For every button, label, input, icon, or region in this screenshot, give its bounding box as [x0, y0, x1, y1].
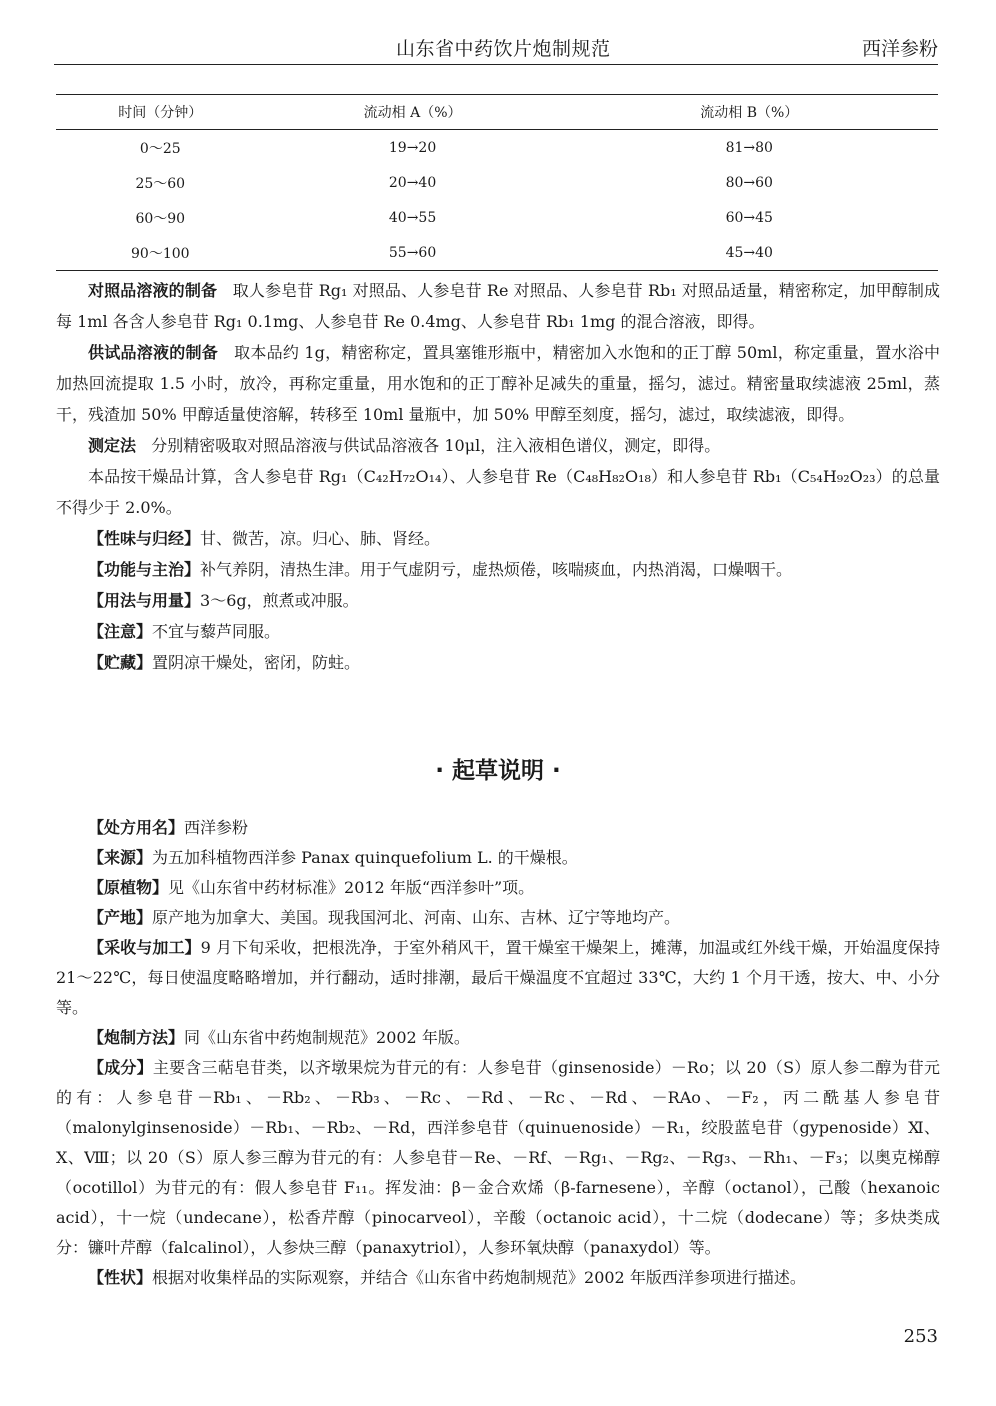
paragraph-text: 置阴凉干燥处，密闭，防蛀。 [152, 653, 361, 672]
paragraph-text: 主要含三萜皂苷类，以齐墩果烷为苷元的有：人参皂苷（ginsenoside）－Ro；以 20（S）原人参二醇为苷元的有：人参皂苷－Rb₁、－Rb₂、－Rb₃、－Rc、－Rd、－Rc、－Rd、－RAo、－F₂，丙二酰基人参皂苷（malonylginsenoside）－Rb₁、－Rb₂、－Rd，西洋参皂苷（quinuenoside）－R₁，绞股蓝皂苷（gypenoside）Ⅺ、Ⅹ、Ⅷ；以 20（S）原人参三醇为苷元的有：人参皂苷－Re、－Rf、－Rg₁、－Rg₂、－Rg₃、－Rh₁、－F₃；以奥克梯醇（ocotillol）为苷元的有：假人参皂苷 F₁₁。挥发油：β－金合欢烯（β-farnesene），辛醇（octanol），己酸（hexanoic acid），十一烷（undecane），松香芹醇（pinocarveol），辛酸（octanoic acid），十二烷（dodecane）等；多炔类成分：镰叶芹醇（falcalinol），人参炔三醇（panaxytriol），人参环氧炔醇（panaxydol）等。 [56, 1058, 940, 1257]
paragraph-text: 9 月下旬采收，把根洗净，于室外稍风干，置干燥室干燥架上，摊薄，加温或红外线干燥，开始温度保持 21～22℃，每日使温度略略增加，并行翻动，适时排潮，最后干燥温度不宜超过 33℃，大约 1 个月干透，按大、中、小分等。 [56, 938, 940, 1017]
table-cell: 80→60 [725, 174, 773, 191]
table-cell: 20→40 [388, 174, 437, 191]
content-paragraph: 本品按干燥品计算，含人参皂苷 Rg₁（C₄₂H₇₂O₁₄）、人参皂苷 Re（C₄₈H₈₂O₁₈）和人参皂苷 Rb₁（C₅₄H₉₂O₂₃）的总量不得少于 2.0%。 [56, 467, 940, 517]
paragraph-label: 【采收与加工】 [88, 938, 201, 957]
table-header-cell: 时间（分钟） [56, 95, 265, 130]
function-paragraph [56, 554, 940, 585]
paragraph-label: 【处方用名】 [88, 818, 185, 837]
table-cell: 81→80 [725, 139, 773, 156]
caution-paragraph [56, 616, 940, 647]
taste-paragraph [56, 523, 940, 554]
paragraph-text: 西洋参粉 [184, 818, 249, 837]
paragraph-label: 【来源】 [88, 848, 153, 867]
usage-paragraph [56, 585, 940, 616]
storage-paragraph [56, 647, 940, 678]
note-paragraph [56, 843, 940, 873]
section-title: · 起草说明 · [435, 758, 561, 784]
table-row [56, 200, 938, 235]
paragraph-text: 原产地为加拿大、美国。现我国河北、河南、山东、吉林、辽宁等地均产。 [152, 908, 681, 927]
table-cell: 25～60 [135, 175, 186, 192]
table-cell: 60～90 [135, 210, 186, 227]
method-paragraph [56, 430, 940, 461]
paragraph-text: 3～6g，煎煮或冲服。 [200, 591, 359, 610]
gradient-table [56, 94, 938, 271]
paragraph-text: 甘、微苦，凉。归心、肺、肾经。 [200, 529, 441, 548]
note-paragraph [56, 933, 940, 1023]
paragraph-text: 根据对收集样品的实际观察，并结合《山东省中药炮制规范》2002 年版西洋参项进行描述。 [152, 1268, 806, 1287]
paragraph-text: 取本品约 1g，精密称定，置具塞锥形瓶中，精密加入水饱和的正丁醇 50ml，称定重量，置水浴中加热回流提取 1.5 小时，放冷，再称定重量，用水饱和的正丁醇补足减失的重量，摇匀，滤过。精密量取续滤液 25ml，蒸干，残渣加 50% 甲醇适量使溶解，转移至 10ml 量瓶中，加 50% 甲醇至刻度，摇匀，滤过，取续滤液，即得。 [56, 343, 940, 424]
paragraph-label: 供试品溶液的制备 [88, 343, 219, 362]
reference-solution-paragraph [56, 275, 940, 337]
table-row [56, 165, 938, 200]
paragraph-label: 【原植物】 [88, 878, 169, 897]
table-header-row [56, 95, 938, 130]
paragraph-label: 【性状】 [88, 1268, 153, 1287]
paragraph-text: 取人参皂苷 Rg₁ 对照品、人参皂苷 Re 对照品、人参皂苷 Rb₁ 对照品适量，精密称定，加甲醇制成每 1ml 各含人参皂苷 Rg₁ 0.1mg、人参皂苷 Re 0.4mg、人参皂苷 Rb₁ 1mg 的混合溶液，即得。 [56, 281, 940, 331]
drafting-notes-body [56, 813, 940, 1293]
table-cell: 55→60 [265, 235, 561, 271]
page-number: 253 [903, 1326, 938, 1347]
table-cell: 90～100 [56, 235, 265, 271]
paragraph-text: 分别精密吸取对照品溶液与供试品溶液各 10μl，注入液相色谱仪，测定，即得。 [151, 436, 721, 455]
note-paragraph [56, 903, 940, 933]
paragraph-label: 【性味与归经】 [88, 529, 201, 548]
note-paragraph [56, 1263, 940, 1293]
header-rule [54, 64, 938, 65]
note-paragraph [56, 813, 940, 843]
paragraph-label: 【成分】 [88, 1058, 153, 1077]
paragraph-label: 【用法与用量】 [88, 591, 201, 610]
note-paragraph [56, 873, 940, 903]
paragraph-label: 【功能与主治】 [88, 560, 201, 579]
running-header-title: 山东省中药饮片炮制规范 [396, 38, 611, 60]
table-row [56, 130, 938, 166]
paragraph-label: 【注意】 [88, 622, 153, 641]
paragraph-label: 测定法 [88, 436, 137, 455]
assay-body [56, 275, 940, 678]
table-cell: 19→20 [388, 139, 437, 156]
paragraph-label: 【贮藏】 [88, 653, 153, 672]
table-cell: 45→40 [561, 235, 938, 271]
table-cell: 60→45 [725, 209, 773, 226]
table-cell: 0～25 [139, 140, 181, 157]
table-header-cell: 流动相 B（%） [561, 95, 938, 130]
paragraph-text: 见《山东省中药材标准》2012 年版“西洋参叶”项。 [168, 878, 535, 897]
paragraph-text: 同《山东省中药炮制规范》2002 年版。 [184, 1028, 470, 1047]
table-header-cell: 流动相 A（%） [265, 95, 561, 130]
paragraph-text: 补气养阴，清热生津。用于气虚阴亏，虚热烦倦，咳喘痰血，内热消渴，口燥咽干。 [200, 560, 793, 579]
test-solution-paragraph [56, 337, 940, 430]
table-row [56, 235, 938, 271]
paragraph-label: 【产地】 [88, 908, 153, 927]
note-paragraph [56, 1053, 940, 1263]
paragraph-label: 【炮制方法】 [88, 1028, 185, 1047]
paragraph-text: 不宜与藜芦同服。 [152, 622, 281, 641]
note-paragraph [56, 1023, 940, 1053]
table-cell: 40→55 [388, 209, 437, 226]
paragraph-text: 为五加科植物西洋参 Panax quinquefolium L. 的干燥根。 [152, 848, 578, 867]
running-header-section: 西洋参粉 [861, 38, 938, 60]
paragraph-label: 对照品溶液的制备 [88, 281, 218, 300]
